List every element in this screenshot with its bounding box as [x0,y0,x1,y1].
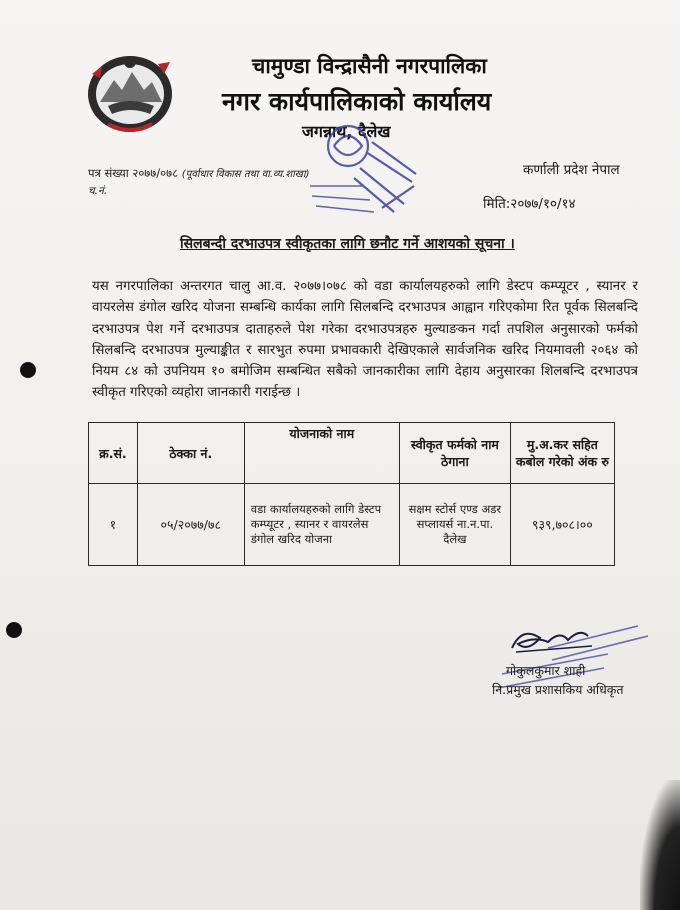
table-header-row [89,423,615,484]
punch-hole-mark [6,622,22,638]
letter-date: मिति:२०७७/१०/१४ [483,196,576,212]
table-row [89,484,615,566]
notice-body: यस नगरपालिका अन्तरगत चालु आ.व. २०७७।०७८ को वडा कार्यालयहरुको लागि डेस्टप कम्प्यूटर , स्यानर र वायरलेस डंगोल खरिद योजना सम्बन्धि कार्यका लागि सिलबन्दि दरभाउपत्र आह्वान गरिएकोमा रित पूर्वक सिलबन्दि दरभाउपत्र पेश गर्ने दरभाउपत्र दाताहरुले पेश गरेका दरभाउपत्रहरु मुल्याङकन गर्दा तपशिल अनुसारको फर्मको सिलबन्दि दरभाउपत्र मुल्याङ्कीत र सारभुत रुपमा प्रभावकारी देखिएकाले सार्वजनिक खरिद नियमावली २०६४ को नियम ८४ को उपनियम १० बमोजिम सम्बन्धित सबैको जानकारीका लागि देहाय अनुसारका शिलबन्दि दरभाउपत्र स्वीकृत गरिएको व्यहोरा जानकारी गराईन्छ । [92,279,638,401]
reference-no: पत्र संख्या २०७७/०७८ [88,166,179,180]
notice-subject: सिलबन्दी दरभाउपत्र स्वीकृतका लागि छनौट गर्ने आशयको सूचना । [180,236,515,252]
col-header-amount: मु.अ.कर सहित कबोल गरेको अंक रु [510,423,614,484]
col-header-project: योजनाको नाम [244,423,399,484]
cell-sn: १ [89,484,138,566]
cell-firm: सक्षम स्टोर्स एण्ड अडर सप्लायर्स ना.न.पा. दैलेख [399,484,510,566]
selected-bid-table [88,422,615,566]
municipality-name: चामुण्डा विन्द्रासैनी नगरपालिका [252,54,487,78]
reference-department: (पूर्वाधार विकास तथा वा.व्य.शाखा) [181,169,310,180]
dispatch-number-label: च.नं. [88,185,108,197]
punch-hole-mark [20,362,36,378]
office-seal-stamp [308,112,420,228]
col-header-sn: क्र.सं. [89,423,138,484]
nepal-emblem-logo [78,44,178,134]
cell-contract: ०५/२०७७/७८ [137,484,244,566]
cell-project: वडा कार्यालयहरुको लागि डेस्टप कम्प्यूटर , स्यानर र वायरलेस डंगोल खरिद योजना [244,484,399,566]
cell-amount: ९३९,७०८।०० [510,484,614,566]
office-name: नगर कार्यपालिकाको कार्यालय [222,87,492,116]
office-location: जगन्नाथ, दैलेख [302,122,391,141]
reference-number [88,166,309,181]
province-name: कर्णाली प्रदेश नेपाल [523,162,620,178]
page-edge-shadow [640,780,680,910]
col-header-firm: स्वीकृत फर्मको नाम ठेगाना [399,423,510,484]
signatory-name: गोकुलकुमार शाही [506,663,586,678]
signatory-title: नि.प्रमुख प्रशासकिय अधिकृत [492,682,624,697]
col-header-contract: ठेक्का नं. [137,423,244,484]
